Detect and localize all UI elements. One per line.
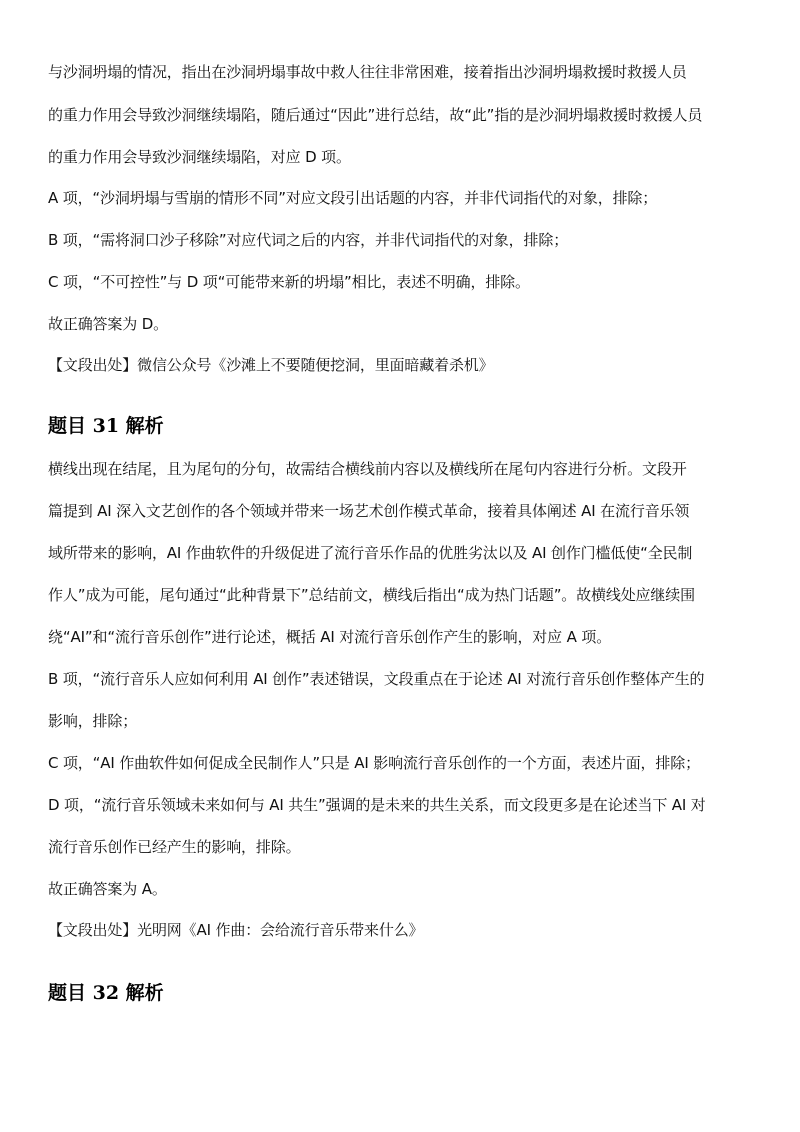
section-heading-32: 题目 32 解析 <box>48 982 164 1004</box>
source-line: 【文段出处】光明网《AI 作曲：会给流行音乐带来什么》 <box>48 921 424 939</box>
paragraph-line: 影响，排除； <box>48 712 138 730</box>
option-c-analysis: C 项，“AI 作曲软件如何促成全民制作人”只是 AI 影响流行音乐创作的一个方面，表述片面，排除； <box>48 754 700 772</box>
section-heading-31: 题目 31 解析 <box>48 415 164 437</box>
paragraph-line: 横线出现在结尾，且为尾句的分句，故需结合横线前内容以及横线所在尾句内容进行分析。文段开 <box>48 460 687 478</box>
option-a-analysis: A 项，“沙洞坍塌与雪崩的情形不同”对应文段引出话题的内容，并非代词指代的对象，排除； <box>48 189 658 207</box>
paragraph-line: 域所带来的影响，AI 作曲软件的升级促进了流行音乐作品的优胜劣汰以及 AI 创作门槛低使“全民制 <box>48 544 693 562</box>
option-b-analysis: B 项，“流行音乐人应如何利用 AI 创作”表述错误，文段重点在于论述 AI 对流行音乐创作整体产生的 <box>48 670 705 688</box>
source-line: 【文段出处】微信公众号《沙滩上不要随便挖洞，里面暗藏着杀机》 <box>48 356 494 374</box>
paragraph-line: 与沙洞坍塌的情况，指出在沙洞坍塌事故中救人往往非常困难，接着指出沙洞坍塌救援时救援人员 <box>48 63 687 81</box>
answer-line: 故正确答案为 A。 <box>48 880 167 898</box>
paragraph-line: 的重力作用会导致沙洞继续塌陷，对应 D 项。 <box>48 148 351 166</box>
paragraph-line: 作人”成为可能，尾句通过“此种背景下”总结前文，横线后指出“成为热门话题”。故横线处应继续围 <box>48 586 695 604</box>
option-c-analysis: C 项，“不可控性”与 D 项“可能带来新的坍塌”相比，表述不明确，排除。 <box>48 273 530 291</box>
paragraph-line: 篇提到 AI 深入文艺创作的各个领域并带来一场艺术创作模式革命，接着具体阐述 AI 在流行音乐领 <box>48 502 690 520</box>
option-d-analysis: D 项，“流行音乐领域未来如何与 AI 共生”强调的是未来的共生关系，而文段更多是在论述当下 AI 对 <box>48 796 706 814</box>
option-b-analysis: B 项，“需将洞口沙子移除”对应代词之后的内容，并非代词指代的对象，排除； <box>48 231 569 249</box>
paragraph-line: 绕“AI”和“流行音乐创作”进行论述，概括 AI 对流行音乐创作产生的影响，对应 A 项。 <box>48 628 612 646</box>
answer-line: 故正确答案为 D。 <box>48 315 168 333</box>
paragraph-line: 的重力作用会导致沙洞继续塌陷，随后通过“因此”进行总结，故“此”指的是沙洞坍塌救援时救援人员 <box>48 106 703 124</box>
paragraph-line: 流行音乐创作已经产生的影响，排除。 <box>48 838 301 856</box>
